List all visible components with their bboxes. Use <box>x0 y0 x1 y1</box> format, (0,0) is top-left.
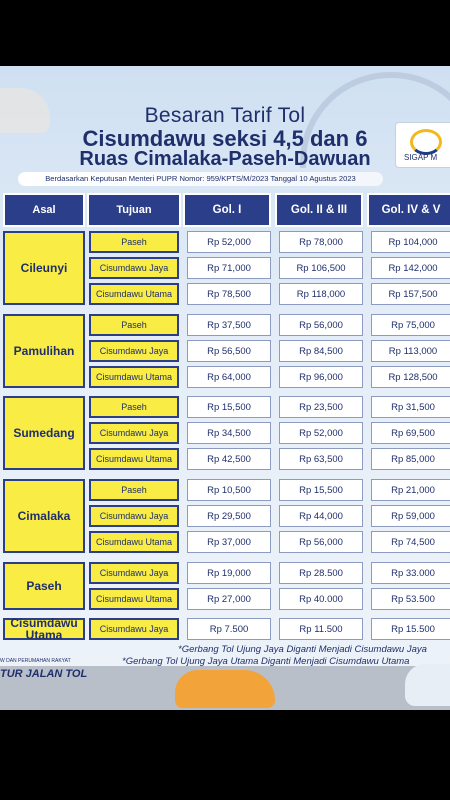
origin-cell: Cileunyi <box>3 231 85 305</box>
footer-small-text: W DAN PERUMAHAN RAKYAT <box>0 658 71 664</box>
title-line-3: Ruas Cimalaka-Paseh-Dawuan <box>79 148 371 170</box>
price-cell-g23: Rp 23,500 <box>279 396 363 418</box>
price-cell-g1: Rp 56,500 <box>187 340 271 362</box>
price-cell-g23: Rp 11.500 <box>279 618 363 640</box>
destination-cell: Cisumdawu Jaya <box>89 340 179 362</box>
header-gol-2-3: Gol. II & III <box>275 193 363 227</box>
price-cell-g1: Rp 19,000 <box>187 562 271 584</box>
price-cell-g1: Rp 64,000 <box>187 366 271 388</box>
price-cell-g1: Rp 15,500 <box>187 396 271 418</box>
price-cell-g45: Rp 142,000 <box>371 257 450 279</box>
origin-cell: Paseh <box>3 562 85 610</box>
destination-cell: Paseh <box>89 479 179 501</box>
title-line-1: Besaran Tarif Tol <box>144 104 306 127</box>
origin-cell: Cisumdawu Utama <box>3 618 85 640</box>
price-cell-g45: Rp 157,500 <box>371 283 450 305</box>
background-car <box>405 664 450 706</box>
price-cell-g45: Rp 85,000 <box>371 448 450 470</box>
price-cell-g1: Rp 10,500 <box>187 479 271 501</box>
price-cell-g45: Rp 33.000 <box>371 562 450 584</box>
price-cell-g1: Rp 52,000 <box>187 231 271 253</box>
destination-cell: Cisumdawu Utama <box>89 588 179 610</box>
price-cell-g1: Rp 27,000 <box>187 588 271 610</box>
tariff-image <box>0 66 450 710</box>
price-cell-g1: Rp 7.500 <box>187 618 271 640</box>
price-cell-g45: Rp 53.500 <box>371 588 450 610</box>
price-cell-g23: Rp 44,000 <box>279 505 363 527</box>
header-asal: Asal <box>3 193 85 227</box>
price-cell-g45: Rp 15.500 <box>371 618 450 640</box>
price-cell-g23: Rp 118,000 <box>279 283 363 305</box>
destination-cell: Paseh <box>89 314 179 336</box>
destination-cell: Cisumdawu Utama <box>89 283 179 305</box>
destination-cell: Cisumdawu Utama <box>89 531 179 553</box>
destination-cell: Paseh <box>89 231 179 253</box>
note-2: *Gerbang Tol Ujung Jaya Utama Diganti Menjadi Cisumdawu Utama <box>122 656 410 667</box>
price-cell-g45: Rp 31,500 <box>371 396 450 418</box>
price-cell-g23: Rp 106,500 <box>279 257 363 279</box>
price-cell-g23: Rp 78,000 <box>279 231 363 253</box>
background-car <box>175 670 275 708</box>
destination-cell: Cisumdawu Utama <box>89 448 179 470</box>
destination-cell: Cisumdawu Jaya <box>89 618 179 640</box>
price-cell-g1: Rp 37,500 <box>187 314 271 336</box>
note-1: *Gerbang Tol Ujung Jaya Diganti Menjadi Cisumdawu Jaya <box>178 644 427 655</box>
destination-cell: Cisumdawu Utama <box>89 366 179 388</box>
destination-cell: Cisumdawu Jaya <box>89 257 179 279</box>
price-cell-g1: Rp 29,500 <box>187 505 271 527</box>
header-gol-4-5: Gol. IV & V <box>367 193 450 227</box>
title-line-2: Cisumdawu seksi 4,5 dan 6 <box>82 126 368 151</box>
price-cell-g1: Rp 34,500 <box>187 422 271 444</box>
header-tujuan: Tujuan <box>87 193 181 227</box>
price-cell-g23: Rp 63,500 <box>279 448 363 470</box>
origin-cell: Pamulihan <box>3 314 85 388</box>
price-cell-g23: Rp 40.000 <box>279 588 363 610</box>
logo-mark-icon <box>410 129 442 155</box>
origin-cell: Cimalaka <box>3 479 85 553</box>
decree-subtitle: Berdasarkan Keputusan Menteri PUPR Nomor: 959/KPTS/M/2023 Tanggal 10 Agustus 2023 <box>18 172 383 186</box>
price-cell-g45: Rp 74,500 <box>371 531 450 553</box>
footer-brand-text: TUR JALAN TOL <box>0 668 88 680</box>
destination-cell: Cisumdawu Jaya <box>89 422 179 444</box>
price-cell-g23: Rp 15,500 <box>279 479 363 501</box>
price-cell-g45: Rp 75,000 <box>371 314 450 336</box>
price-cell-g45: Rp 21,000 <box>371 479 450 501</box>
destination-cell: Paseh <box>89 396 179 418</box>
price-cell-g1: Rp 37,000 <box>187 531 271 553</box>
price-cell-g23: Rp 52,000 <box>279 422 363 444</box>
destination-cell: Cisumdawu Jaya <box>89 505 179 527</box>
price-cell-g45: Rp 104,000 <box>371 231 450 253</box>
price-cell-g1: Rp 78,500 <box>187 283 271 305</box>
pupr-logo <box>395 122 450 168</box>
price-cell-g23: Rp 84,500 <box>279 340 363 362</box>
header-gol-1: Gol. I <box>183 193 271 227</box>
price-cell-g45: Rp 113,000 <box>371 340 450 362</box>
price-cell-g23: Rp 56,000 <box>279 314 363 336</box>
destination-cell: Cisumdawu Jaya <box>89 562 179 584</box>
price-cell-g23: Rp 28.500 <box>279 562 363 584</box>
origin-cell: Sumedang <box>3 396 85 470</box>
price-cell-g45: Rp 69,500 <box>371 422 450 444</box>
price-cell-g23: Rp 56,000 <box>279 531 363 553</box>
price-cell-g23: Rp 96,000 <box>279 366 363 388</box>
logo-text: SIGAP M <box>404 153 438 162</box>
price-cell-g1: Rp 71,000 <box>187 257 271 279</box>
price-cell-g45: Rp 128,500 <box>371 366 450 388</box>
price-cell-g45: Rp 59,000 <box>371 505 450 527</box>
price-cell-g1: Rp 42,500 <box>187 448 271 470</box>
